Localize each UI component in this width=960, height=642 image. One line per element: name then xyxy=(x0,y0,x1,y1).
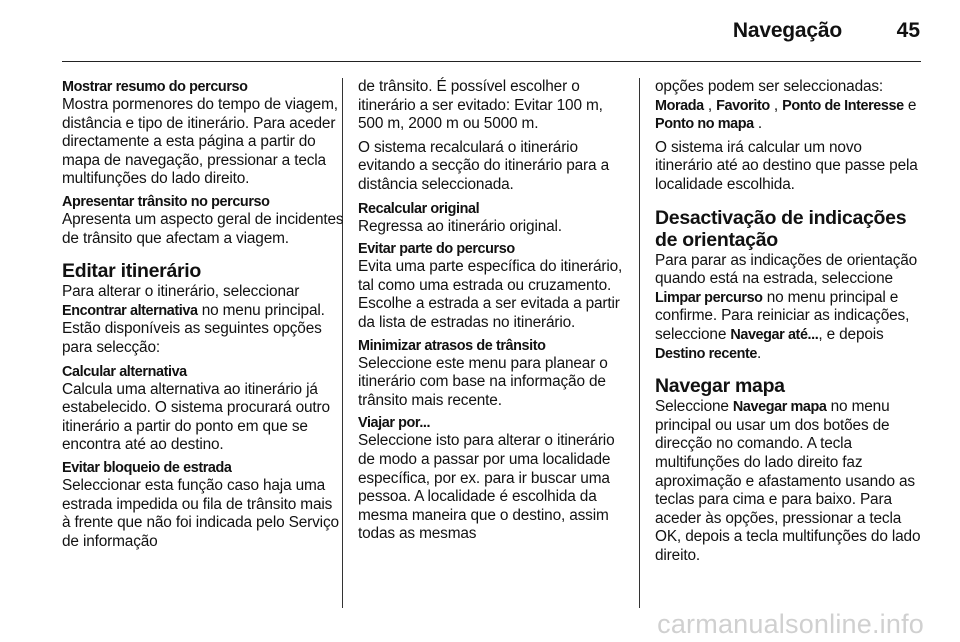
text-run: no menu principal. Estão disponíveis as seguintes opções para selecção: xyxy=(62,301,325,356)
text-run: Para alterar o itinerário, seleccionar xyxy=(62,283,300,301)
text-run: , xyxy=(769,96,783,114)
entry-text: Seleccione este menu para planear o itinerário com base na informação de trânsito mais recente. xyxy=(358,354,608,409)
page-header xyxy=(0,0,960,62)
text-run: . xyxy=(753,115,762,133)
entry-term: Minimizar atrasos de trânsito xyxy=(358,337,546,354)
text-run: . xyxy=(756,344,762,362)
watermark: carmanualsonline.info xyxy=(657,609,924,639)
text-run: Seleccione xyxy=(655,398,733,416)
paragraph xyxy=(655,252,923,364)
entry-evitar-parte xyxy=(358,240,626,332)
paragraph: O sistema irá calcular um novo itinerário até ao destino que passe pela localidade escolhida. xyxy=(655,138,918,193)
text-run: , e depois xyxy=(818,325,884,343)
menu-reference: Morada xyxy=(655,97,704,114)
section-heading-desactivacao: Desactivação de indicações de orientação xyxy=(655,206,907,251)
entry-apresentar-transito xyxy=(62,193,344,248)
section-heading-navegar-mapa: Navegar mapa xyxy=(655,375,785,398)
menu-reference: Limpar percurso xyxy=(655,289,763,306)
column-1 xyxy=(62,78,344,555)
entry-term: Apresentar trânsito no percurso xyxy=(62,193,270,210)
entry-calcular-alternativa xyxy=(62,363,344,455)
entry-viajar-por xyxy=(358,414,626,544)
entry-text: Calcula uma alternativa ao itinerário já estabelecido. O sistema procurará outro itinerário a partir do ponto em que se encontra até ao destino. xyxy=(62,380,330,454)
page-title: Navegação xyxy=(732,19,842,42)
column-divider-2 xyxy=(639,78,640,608)
paragraph: O sistema recalculará o itinerário evitando a secção do itinerário para a distância seleccionada. xyxy=(358,138,609,193)
entry-term: Recalcular original xyxy=(358,200,480,217)
entry-term: Viajar por... xyxy=(358,415,431,432)
header-divider xyxy=(62,61,921,62)
column-2 xyxy=(358,78,626,548)
entry-term: Evitar parte do percurso xyxy=(358,241,515,258)
entry-text: Seleccione isto para alterar o itinerário de modo a passar por uma localidade específica, por ex. para ir buscar uma pessoa. A localidade é escolhida da mesma maneira que o destino, assim todas as mesmas xyxy=(358,432,615,543)
text-run: opções podem ser seleccionadas: xyxy=(655,78,884,95)
text-run: Para parar as indicações de orientação quando está na estrada, seleccione xyxy=(655,251,918,288)
entry-mostrar-resumo xyxy=(62,78,344,189)
entry-text: Seleccionar esta função caso haja uma estrada impedida ou fila de trânsito mais à frente que não foi indicada pelo Serviço de informação xyxy=(62,476,339,550)
paragraph xyxy=(655,78,923,134)
page-number: 45 xyxy=(896,19,920,42)
entry-text: Apresenta um aspecto geral de incidentes de trânsito que afectam a viagem. xyxy=(62,210,344,247)
text-run: no menu principal ou usar um dos botões de direcção no comando. A tecla multifunções do lado direito faz aproximação e afastamento usando as teclas para cima e para baixo. Para aceder às opções, pressionar a tecla OK, depois a tecla multifunções do lado direito. xyxy=(655,398,921,564)
column-3 xyxy=(655,78,923,570)
entry-term: Mostrar resumo do percurso xyxy=(62,79,248,95)
menu-reference: Ponto de Interesse xyxy=(782,97,904,114)
menu-reference: Navegar mapa xyxy=(732,399,827,416)
paragraph: de trânsito. É possível escolher o itinerário a ser evitado: Evitar 100 m, 500 m, 2000 m ou 5000 m. xyxy=(358,78,603,133)
text-run: e xyxy=(903,96,917,114)
entry-recalcular-original xyxy=(358,200,626,237)
menu-reference: Destino recente xyxy=(655,345,757,362)
text-run: no menu principal e confirme. Para reiniciar as indicações, seleccione xyxy=(655,288,910,343)
entry-text: Regressa ao itinerário original. xyxy=(358,217,562,235)
entry-evitar-bloqueio xyxy=(62,459,344,551)
entry-minimizar-atrasos xyxy=(358,337,626,411)
entry-term: Calcular alternativa xyxy=(62,363,187,380)
entry-text: Evita uma parte específica do itinerário, tal como uma estrada ou cruzamento. Escolhe a estrada a ser evitada a partir da lista de estradas no itinerário. xyxy=(358,258,623,331)
entry-term: Evitar bloqueio de estrada xyxy=(62,459,232,476)
menu-reference: Ponto no mapa xyxy=(655,116,754,133)
menu-reference: Navegar até... xyxy=(730,326,819,343)
menu-reference: Encontrar alternativa xyxy=(62,302,198,319)
section-intro xyxy=(62,283,344,357)
text-run: , xyxy=(703,96,717,114)
paragraph xyxy=(655,398,923,565)
menu-reference: Favorito xyxy=(716,97,770,114)
entry-text: Mostra pormenores do tempo de viagem, distância e tipo de itinerário. Para aceder directamente a esta página a partir do mapa de navegação, pressionar a tecla multifunções do lado direito. xyxy=(62,96,338,188)
section-heading-editar-itinerario: Editar itinerário xyxy=(62,260,202,283)
